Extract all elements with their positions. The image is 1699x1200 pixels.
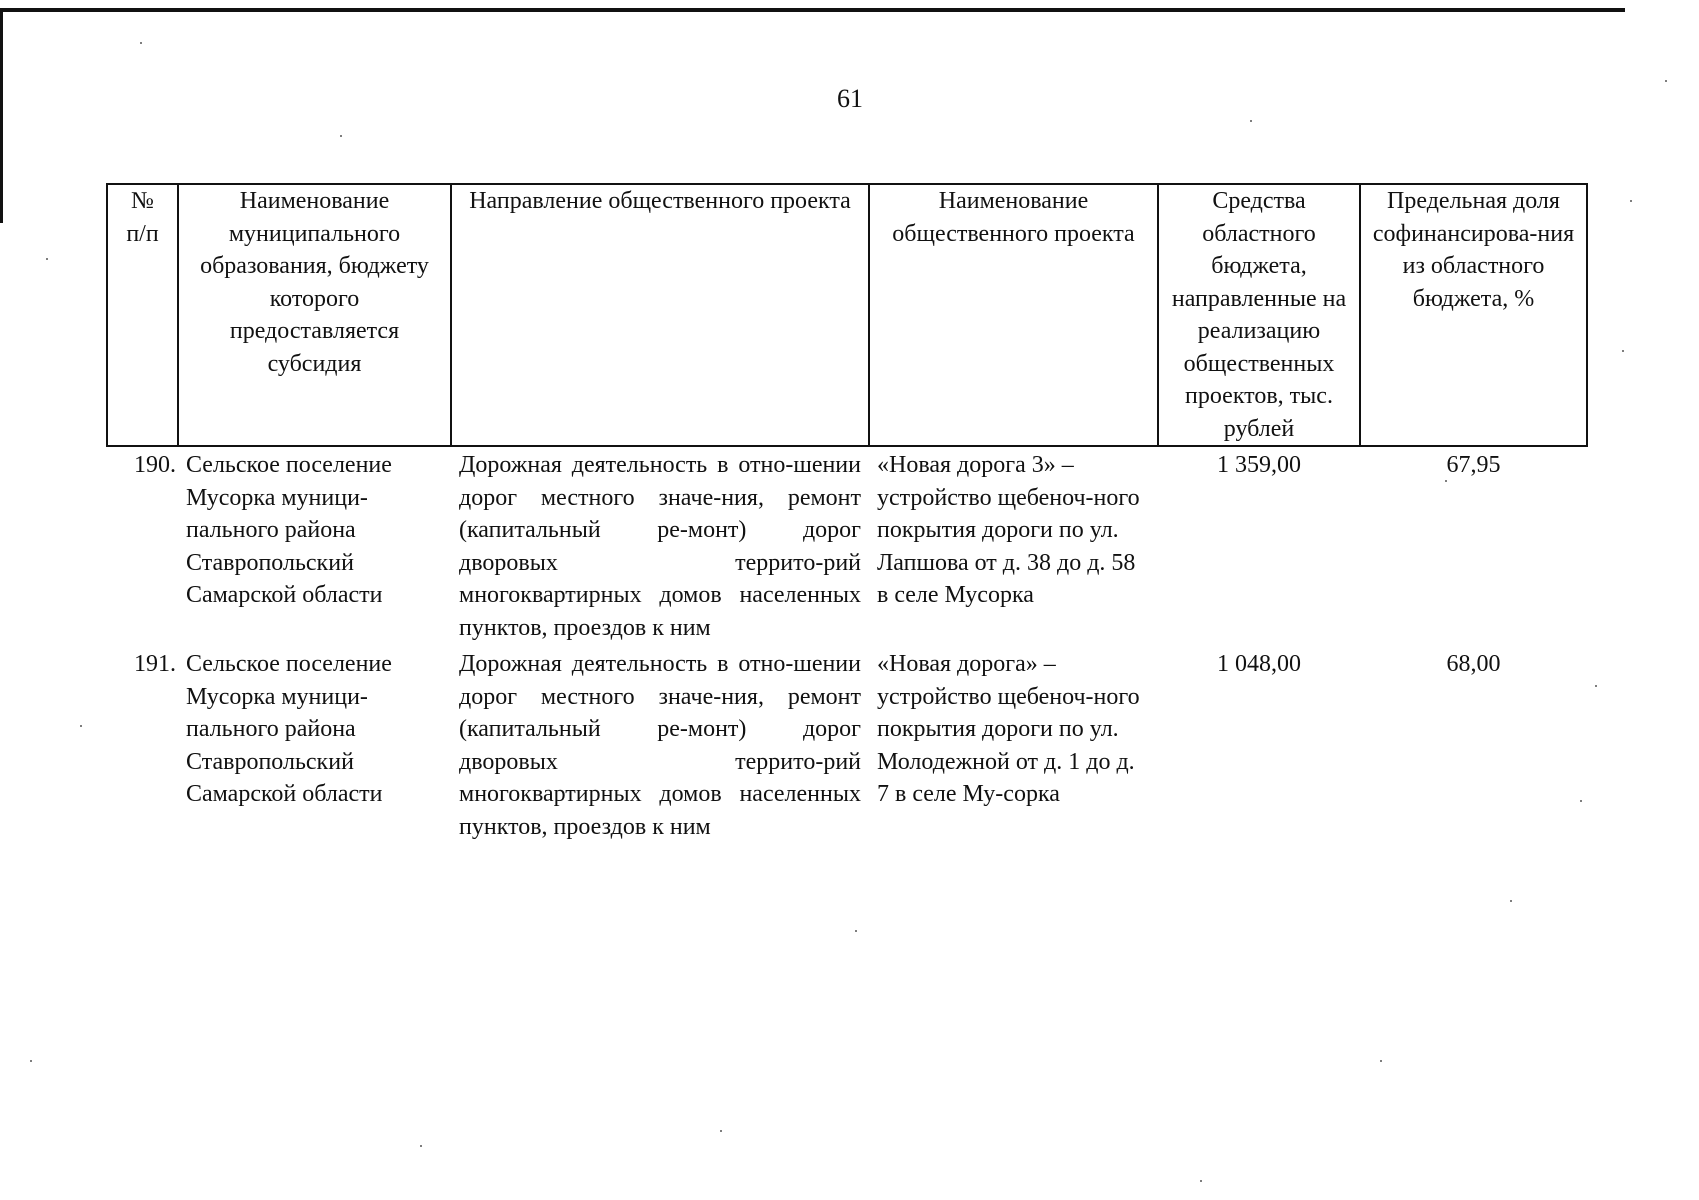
row-municipality: Сельское поселение Мусорка муници-пального района Ставропольский Самарской области — [186, 651, 392, 807]
header-project: Наименование общественного проекта — [869, 184, 1158, 446]
scan-speck — [720, 1130, 722, 1132]
header-municipality: Наименование муниципального образования, бюджету которого предоставляется субсидия — [178, 184, 451, 446]
header-number-sign: № п/п — [126, 188, 159, 247]
scan-left-border — [0, 8, 3, 223]
row-municipality: Сельское поселение Мусорка муници-пального района Ставропольский Самарской области — [186, 452, 392, 608]
scan-speck — [140, 42, 142, 44]
row-number: 191. — [134, 651, 176, 677]
scan-speck — [340, 135, 342, 137]
scan-speck — [1510, 900, 1512, 902]
row-project: «Новая дорога 3» – устройство щебеноч-ного покрытия дороги по ул. Лапшова от д. 38 до д. 58 в селе Мусорка — [877, 452, 1140, 608]
scan-speck — [1622, 350, 1624, 352]
scan-speck — [30, 1060, 32, 1062]
scan-speck — [80, 725, 82, 727]
table-row — [107, 446, 1587, 646]
scan-speck — [420, 1145, 422, 1147]
table-row — [107, 646, 1587, 845]
scan-speck — [1630, 200, 1632, 202]
row-project: «Новая дорога» – устройство щебеноч-ного покрытия дороги по ул. Молодежной от д. 1 до д. 7 в селе Му-сорка — [877, 651, 1140, 807]
scan-speck — [1200, 1180, 1202, 1182]
subsidy-table — [106, 183, 1588, 845]
row-share: 67,95 — [1446, 452, 1501, 478]
scan-speck — [1595, 685, 1597, 687]
table-header-row — [107, 184, 1587, 446]
header-direction: Направление общественного проекта — [451, 184, 869, 446]
row-share: 68,00 — [1446, 651, 1501, 677]
scan-top-border — [0, 8, 1625, 12]
row-funds: 1 048,00 — [1217, 651, 1301, 677]
row-number: 190. — [134, 452, 176, 478]
row-direction: Дорожная деятельность в отно-шении дорог местного значе-ния, ремонт (капитальный ре-монт) дорог дворовых террито-рий многоквартирных домов населенных пунктов, проездов к ним — [459, 651, 861, 840]
header-share: Предельная доля софинансирова-ния из областного бюджета, % — [1360, 184, 1587, 446]
row-direction: Дорожная деятельность в отно-шении дорог местного значе-ния, ремонт (капитальный ре-монт) дорог дворовых террито-рий многоквартирных домов населенных пунктов, проездов к ним — [459, 452, 861, 641]
scan-speck — [1580, 800, 1582, 802]
scan-speck — [855, 930, 857, 932]
scan-speck — [46, 258, 48, 260]
scan-speck — [1250, 120, 1252, 122]
header-number — [107, 184, 178, 446]
scan-speck — [1445, 480, 1447, 482]
scan-speck — [1665, 80, 1667, 82]
page-number: 61 — [837, 84, 863, 113]
header-funds: Средства областного бюджета, направленные на реализацию общественных проектов, тыс. рублей — [1158, 184, 1360, 446]
scan-speck — [1380, 1060, 1382, 1062]
row-funds: 1 359,00 — [1217, 452, 1301, 478]
